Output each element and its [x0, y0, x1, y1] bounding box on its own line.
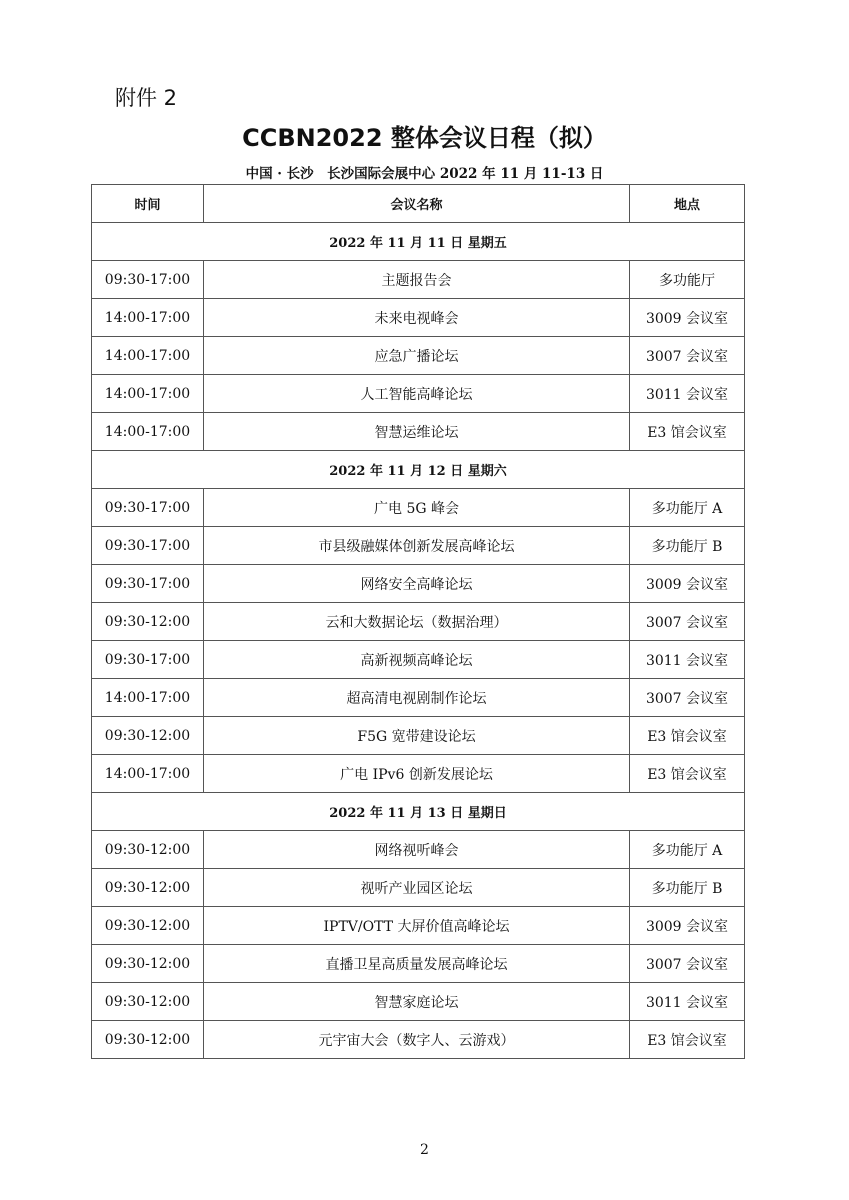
- session-venue: 3009 会议室: [630, 565, 745, 603]
- session-venue: 3011 会议室: [630, 641, 745, 679]
- session-name: 人工智能高峰论坛: [204, 375, 630, 413]
- table-row: [92, 679, 745, 717]
- session-name: 应急广播论坛: [204, 337, 630, 375]
- table-row: [92, 1021, 745, 1059]
- table-row: [92, 375, 745, 413]
- session-time: 09:30-12:00: [92, 869, 204, 907]
- session-time: 09:30-17:00: [92, 489, 204, 527]
- session-venue: 多功能厅 B: [630, 869, 745, 907]
- session-name: 主题报告会: [204, 261, 630, 299]
- column-header-time: 时间: [92, 185, 204, 223]
- day-header-row: [92, 451, 745, 489]
- table-row: [92, 413, 745, 451]
- session-name: 超高清电视剧制作论坛: [204, 679, 630, 717]
- session-time: 14:00-17:00: [92, 679, 204, 717]
- table-row: [92, 603, 745, 641]
- session-name: 未来电视峰会: [204, 299, 630, 337]
- table-row: [92, 527, 745, 565]
- session-venue: 3009 会议室: [630, 299, 745, 337]
- session-venue: 3009 会议室: [630, 907, 745, 945]
- session-time: 09:30-17:00: [92, 641, 204, 679]
- session-name: 广电 5G 峰会: [204, 489, 630, 527]
- document-title: CCBN2022 整体会议日程（拟）: [242, 124, 607, 152]
- session-time: 09:30-12:00: [92, 907, 204, 945]
- session-venue: 3007 会议室: [630, 945, 745, 983]
- table-row: [92, 945, 745, 983]
- table-row: [92, 907, 745, 945]
- session-time: 14:00-17:00: [92, 755, 204, 793]
- session-venue: 多功能厅 B: [630, 527, 745, 565]
- column-header-venue: 地点: [630, 185, 745, 223]
- session-name: 直播卫星高质量发展高峰论坛: [204, 945, 630, 983]
- session-name: 云和大数据论坛（数据治理）: [204, 603, 630, 641]
- session-venue: 3007 会议室: [630, 679, 745, 717]
- day-header-row: [92, 793, 745, 831]
- document-subtitle: 中国 · 长沙 长沙国际会展中心 2022 年 11 月 11-13 日: [245, 166, 604, 182]
- day-date: 2022 年 11 月 11 日 星期五: [92, 223, 745, 261]
- session-name: 智慧运维论坛: [204, 413, 630, 451]
- session-venue: 3011 会议室: [630, 375, 745, 413]
- attachment-label: 附件 2: [115, 86, 178, 110]
- session-venue: E3 馆会议室: [630, 755, 745, 793]
- session-name: 广电 IPv6 创新发展论坛: [204, 755, 630, 793]
- session-name: 市县级融媒体创新发展高峰论坛: [204, 527, 630, 565]
- column-header-name: 会议名称: [204, 185, 630, 223]
- session-name: 高新视频高峰论坛: [204, 641, 630, 679]
- session-name: 元宇宙大会（数字人、云游戏）: [204, 1021, 630, 1059]
- table-row: [92, 641, 745, 679]
- table-header-row: [92, 185, 745, 223]
- session-venue: 多功能厅 A: [630, 831, 745, 869]
- session-time: 14:00-17:00: [92, 375, 204, 413]
- table-row: [92, 717, 745, 755]
- table-row: [92, 755, 745, 793]
- table-row: [92, 869, 745, 907]
- session-time: 14:00-17:00: [92, 337, 204, 375]
- session-venue: E3 馆会议室: [630, 413, 745, 451]
- session-time: 09:30-12:00: [92, 945, 204, 983]
- table-row: [92, 261, 745, 299]
- session-name: IPTV/OTT 大屏价值高峰论坛: [204, 907, 630, 945]
- table-row: [92, 565, 745, 603]
- schedule-table: [91, 184, 745, 1059]
- session-name: 视听产业园区论坛: [204, 869, 630, 907]
- session-time: 09:30-12:00: [92, 717, 204, 755]
- session-time: 09:30-17:00: [92, 261, 204, 299]
- session-venue: 多功能厅: [630, 261, 745, 299]
- session-time: 14:00-17:00: [92, 299, 204, 337]
- session-venue: 多功能厅 A: [630, 489, 745, 527]
- schedule-body: [92, 223, 745, 1059]
- session-time: 09:30-12:00: [92, 831, 204, 869]
- session-venue: E3 馆会议室: [630, 717, 745, 755]
- session-name: F5G 宽带建设论坛: [204, 717, 630, 755]
- table-row: [92, 831, 745, 869]
- session-time: 09:30-17:00: [92, 565, 204, 603]
- session-time: 09:30-17:00: [92, 527, 204, 565]
- session-name: 网络安全高峰论坛: [204, 565, 630, 603]
- session-time: 09:30-12:00: [92, 983, 204, 1021]
- table-row: [92, 337, 745, 375]
- day-date: 2022 年 11 月 13 日 星期日: [92, 793, 745, 831]
- session-venue: 3011 会议室: [630, 983, 745, 1021]
- session-name: 网络视听峰会: [204, 831, 630, 869]
- session-venue: 3007 会议室: [630, 337, 745, 375]
- table-row: [92, 489, 745, 527]
- session-name: 智慧家庭论坛: [204, 983, 630, 1021]
- session-time: 14:00-17:00: [92, 413, 204, 451]
- table-row: [92, 983, 745, 1021]
- session-time: 09:30-12:00: [92, 1021, 204, 1059]
- session-time: 09:30-12:00: [92, 603, 204, 641]
- day-date: 2022 年 11 月 12 日 星期六: [92, 451, 745, 489]
- table-row: [92, 299, 745, 337]
- session-venue: E3 馆会议室: [630, 1021, 745, 1059]
- day-header-row: [92, 223, 745, 261]
- session-venue: 3007 会议室: [630, 603, 745, 641]
- page-number: 2: [420, 1142, 429, 1158]
